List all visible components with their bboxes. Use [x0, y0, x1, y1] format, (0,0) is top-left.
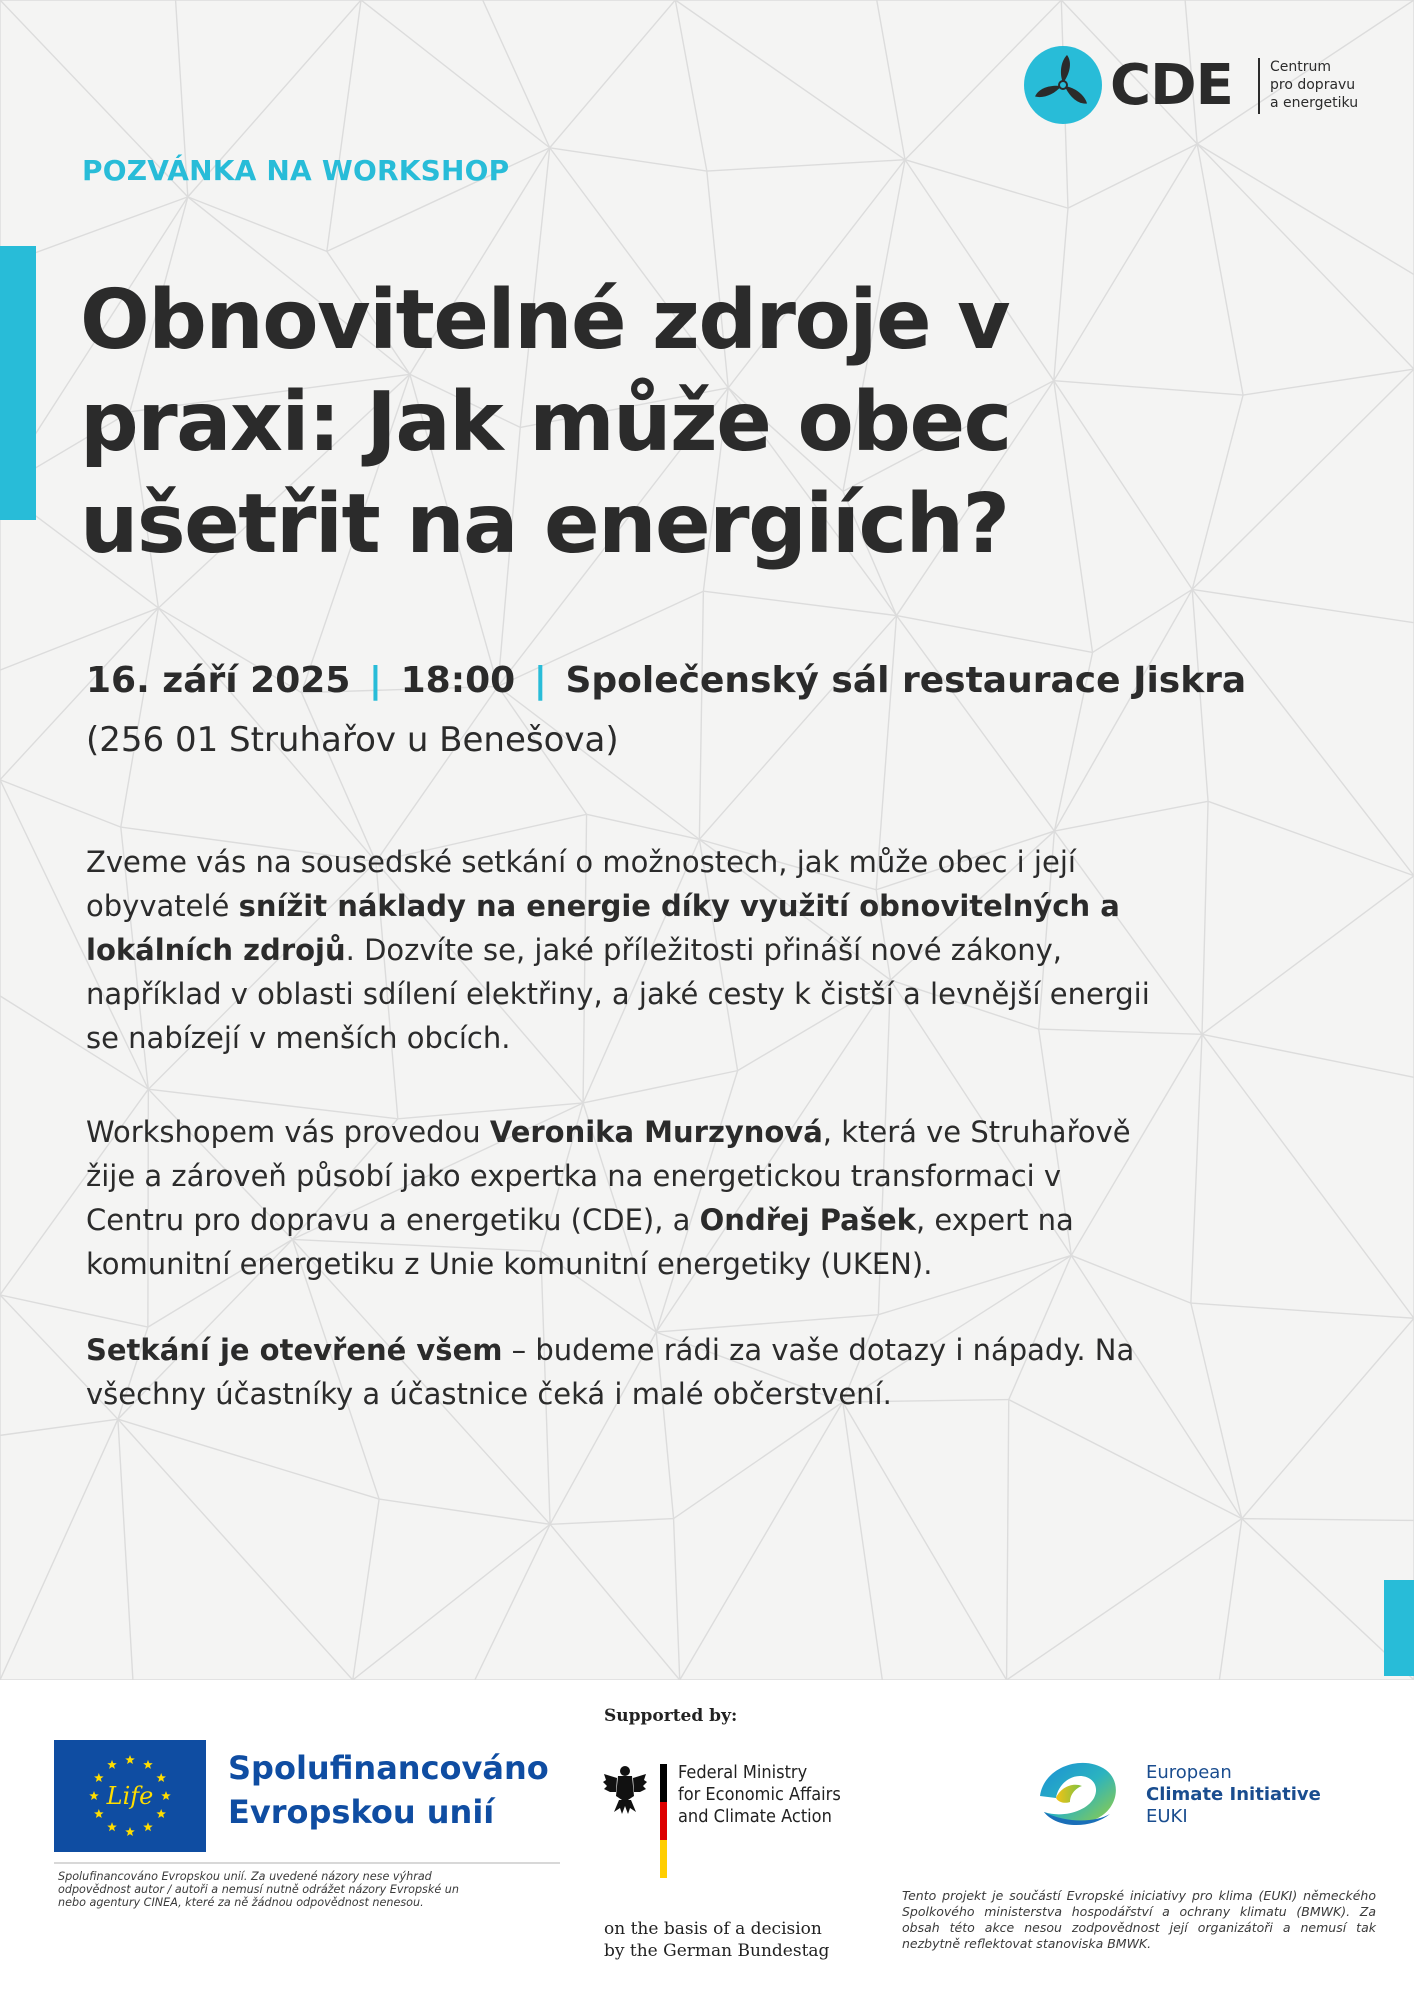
pattern-line — [1009, 1400, 1242, 1519]
pattern-line — [550, 0, 676, 148]
pattern-line — [703, 591, 896, 615]
pattern-line — [0, 1295, 148, 1327]
event-separator: | — [368, 660, 383, 701]
event-date: 16. září 2025 — [86, 660, 351, 701]
pattern-line — [877, 0, 905, 160]
pattern-line — [188, 197, 327, 251]
title-line: ušetřit na energiích? — [80, 477, 1009, 572]
eu-star-icon — [143, 1760, 153, 1769]
pattern-line — [674, 1402, 843, 1519]
paragraph-line: Zveme vás na sousedské setkání o možnostech, jak může obec i její — [86, 845, 1076, 879]
invitation-kicker: POZVÁNKA NA WORKSHOP — [82, 154, 510, 187]
speakers-paragraph — [86, 1110, 1336, 1286]
pattern-line — [583, 1071, 738, 1103]
left-accent-bar — [0, 246, 36, 520]
bmwk-line: Federal Ministry — [678, 1762, 808, 1783]
federal-eagle-icon — [602, 1762, 648, 1816]
pattern-line — [1054, 589, 1192, 831]
paragraph-line — [86, 1328, 1336, 1372]
pattern-line — [118, 1419, 353, 1680]
right-accent-bar — [1384, 1580, 1414, 1676]
bmwk-label — [678, 1762, 841, 1828]
bundestag-line: on the basis of a decision — [604, 1919, 822, 1939]
flag-band-black — [660, 1764, 667, 1802]
pattern-line — [843, 1402, 883, 1680]
eu-star-icon — [94, 1773, 104, 1782]
flag-band-gold — [660, 1840, 667, 1878]
pattern-line — [0, 780, 121, 827]
text-run: obyvatelé — [86, 889, 239, 923]
euki-line: Climate Initiative — [1146, 1784, 1321, 1805]
eu-life-flag-icon — [54, 1740, 206, 1852]
paragraph-line: komunitní energetiku z Unie komunitní energetiky (UKEN). — [86, 1247, 933, 1281]
event-time: 18:00 — [400, 660, 516, 701]
pattern-line — [675, 0, 706, 171]
bundestag-note — [604, 1918, 829, 1962]
logo-subtitle-line: pro dopravu — [1270, 77, 1356, 93]
pattern-line — [905, 160, 1068, 208]
pattern-line — [0, 1419, 118, 1680]
pattern-line — [121, 608, 159, 827]
eu-star-icon — [125, 1827, 135, 1836]
cde-logo — [1024, 46, 1374, 126]
pattern-line — [379, 1499, 550, 1524]
euki-disclaimer: Tento projekt je součástí Evropské iniciativy pro klima (EUKI) německého Spolkového ministerstva hospodářství a ochrany klimatu (BMWK). Za obsah této akce nesou zodpovědnost její organizátoři a nemusí tak nezbytně reflektovat stanoviska BMWK. — [902, 1888, 1376, 1951]
logo-divider — [1258, 58, 1260, 114]
pattern-line — [674, 1519, 680, 1680]
pattern-line — [1219, 1519, 1241, 1680]
logo-subtitle — [1270, 58, 1358, 112]
bold-text-run: snížit náklady na energie díky využití obnovitelných a — [238, 889, 1120, 923]
pattern-line — [699, 616, 896, 840]
eu-divider — [54, 1862, 560, 1864]
text-run: , expert na — [915, 1203, 1074, 1237]
pattern-line — [843, 1402, 1007, 1680]
eu-star-icon — [143, 1822, 153, 1831]
eu-star-icon — [125, 1755, 135, 1764]
paragraph-line: se nabízejí v menších obcích. — [86, 1021, 511, 1055]
title-line: praxi: Jak může obec — [80, 375, 1011, 470]
eu-star-icon — [156, 1809, 166, 1818]
logo-subtitle-line: Centrum — [1270, 59, 1332, 75]
life-label: Life — [106, 1782, 154, 1810]
page-title — [80, 270, 1360, 576]
pattern-line — [475, 1524, 550, 1680]
pattern-line — [376, 686, 498, 861]
pattern-line — [1242, 1519, 1414, 1521]
euki-swirl-icon — [1034, 1752, 1130, 1832]
logo-subtitle-line: a energetiku — [1270, 95, 1359, 111]
euki-line: EUKI — [1146, 1806, 1188, 1827]
text-run: Workshopem vás provedou — [86, 1115, 490, 1149]
speaker-name: Veronika Murzynová — [489, 1115, 823, 1149]
bundestag-line: by the German Bundestag — [604, 1941, 830, 1961]
eu-cofunding-label — [228, 1746, 549, 1834]
pattern-line — [707, 160, 905, 171]
pattern-line — [118, 1419, 133, 1680]
pattern-line — [699, 591, 703, 839]
eu-line: Evropskou unií — [228, 1793, 495, 1831]
paragraph-line: všechny účastníky a účastnice čeká i malé občerstvení. — [86, 1377, 892, 1411]
pattern-line — [680, 1402, 843, 1680]
paragraph-line — [86, 884, 1336, 928]
pattern-line — [0, 1419, 118, 1435]
euki-line: European — [1146, 1762, 1232, 1783]
german-flag-stripe — [660, 1764, 667, 1878]
title-line: Obnovitelné zdroje v — [80, 273, 1010, 368]
bmwk-line: and Climate Action — [678, 1806, 832, 1827]
pattern-line — [483, 0, 550, 148]
disclaimer-line: nebo agentury CINEA, které za ně žádnou odpovědnost nenesou. — [58, 1896, 424, 1909]
pattern-line — [1054, 801, 1208, 831]
wind-turbine-icon — [1024, 46, 1102, 124]
pattern-line — [896, 616, 1092, 653]
text-run: Centru pro dopravu a energetiku (CDE), a — [86, 1203, 700, 1237]
pattern-line — [550, 1524, 680, 1680]
paragraph-line — [86, 1198, 1336, 1242]
pattern-line — [1007, 1519, 1242, 1680]
bold-text-run: Setkání je otevřené všem — [86, 1333, 503, 1367]
pattern-line — [550, 148, 707, 171]
pattern-line — [353, 1524, 550, 1680]
flag-band-red — [660, 1802, 667, 1840]
pattern-line — [301, 693, 375, 862]
paragraph-line: žije a zároveň působí jako expertka na energetickou transformaci v — [86, 1159, 1062, 1193]
intro-paragraph — [86, 840, 1336, 1060]
closing-paragraph — [86, 1328, 1336, 1416]
pattern-line — [896, 616, 1054, 832]
paragraph-line: například v oblasti sdílení elektřiny, a jaké cesty k čistší a levnější energii — [86, 977, 1150, 1011]
euki-label — [1146, 1762, 1321, 1828]
eu-star-icon — [161, 1791, 171, 1800]
pattern-line — [550, 1519, 673, 1525]
eu-disclaimer — [58, 1870, 558, 1909]
pattern-line — [1197, 144, 1414, 275]
bmwk-line: for Economic Affairs — [678, 1784, 841, 1805]
speaker-name: Ondřej Pašek — [699, 1203, 916, 1237]
event-separator: | — [533, 660, 547, 701]
text-run: . Dozvíte se, jaké příležitosti přináší nové zákony, — [345, 933, 1063, 967]
pattern-line — [1192, 589, 1414, 875]
disclaimer-line: Spolufinancováno Evropskou unií. Za uvedené názory nese výhrad — [58, 1870, 432, 1883]
pattern-line — [327, 0, 361, 251]
pattern-line — [118, 1419, 379, 1499]
eu-star-icon — [107, 1760, 117, 1769]
logo-wordmark: CDE — [1110, 53, 1233, 118]
pattern-line — [1007, 1400, 1009, 1680]
bold-text-run: lokálních zdrojů — [86, 933, 346, 967]
pattern-line — [361, 0, 550, 148]
eu-line: Spolufinancováno — [228, 1749, 549, 1787]
eu-star-icon — [156, 1773, 166, 1782]
eu-star-icon — [89, 1791, 99, 1800]
disclaimer-line: odpovědnost autor / autoři a nemusí nutně odrážet názory Evropské un — [58, 1883, 459, 1896]
text-run: , která ve Struhařově — [822, 1115, 1131, 1149]
paragraph-line — [86, 1110, 1336, 1154]
pattern-line — [1191, 1303, 1414, 1318]
text-run: – budeme rádi za vaše dotazy i nápady. Na — [502, 1333, 1135, 1367]
event-details — [86, 660, 1246, 701]
supported-by-label: Supported by: — [604, 1706, 738, 1726]
pattern-line — [1093, 589, 1193, 652]
paragraph-line — [86, 928, 1336, 972]
pattern-line — [353, 1499, 379, 1680]
pattern-line — [675, 0, 905, 160]
pattern-line — [1192, 589, 1414, 622]
event-venue: Společenský sál restaurace Jiskra — [565, 660, 1247, 701]
eu-star-icon — [107, 1822, 117, 1831]
event-address: (256 01 Struhařov u Benešova) — [86, 720, 619, 760]
eu-star-icon — [94, 1809, 104, 1818]
